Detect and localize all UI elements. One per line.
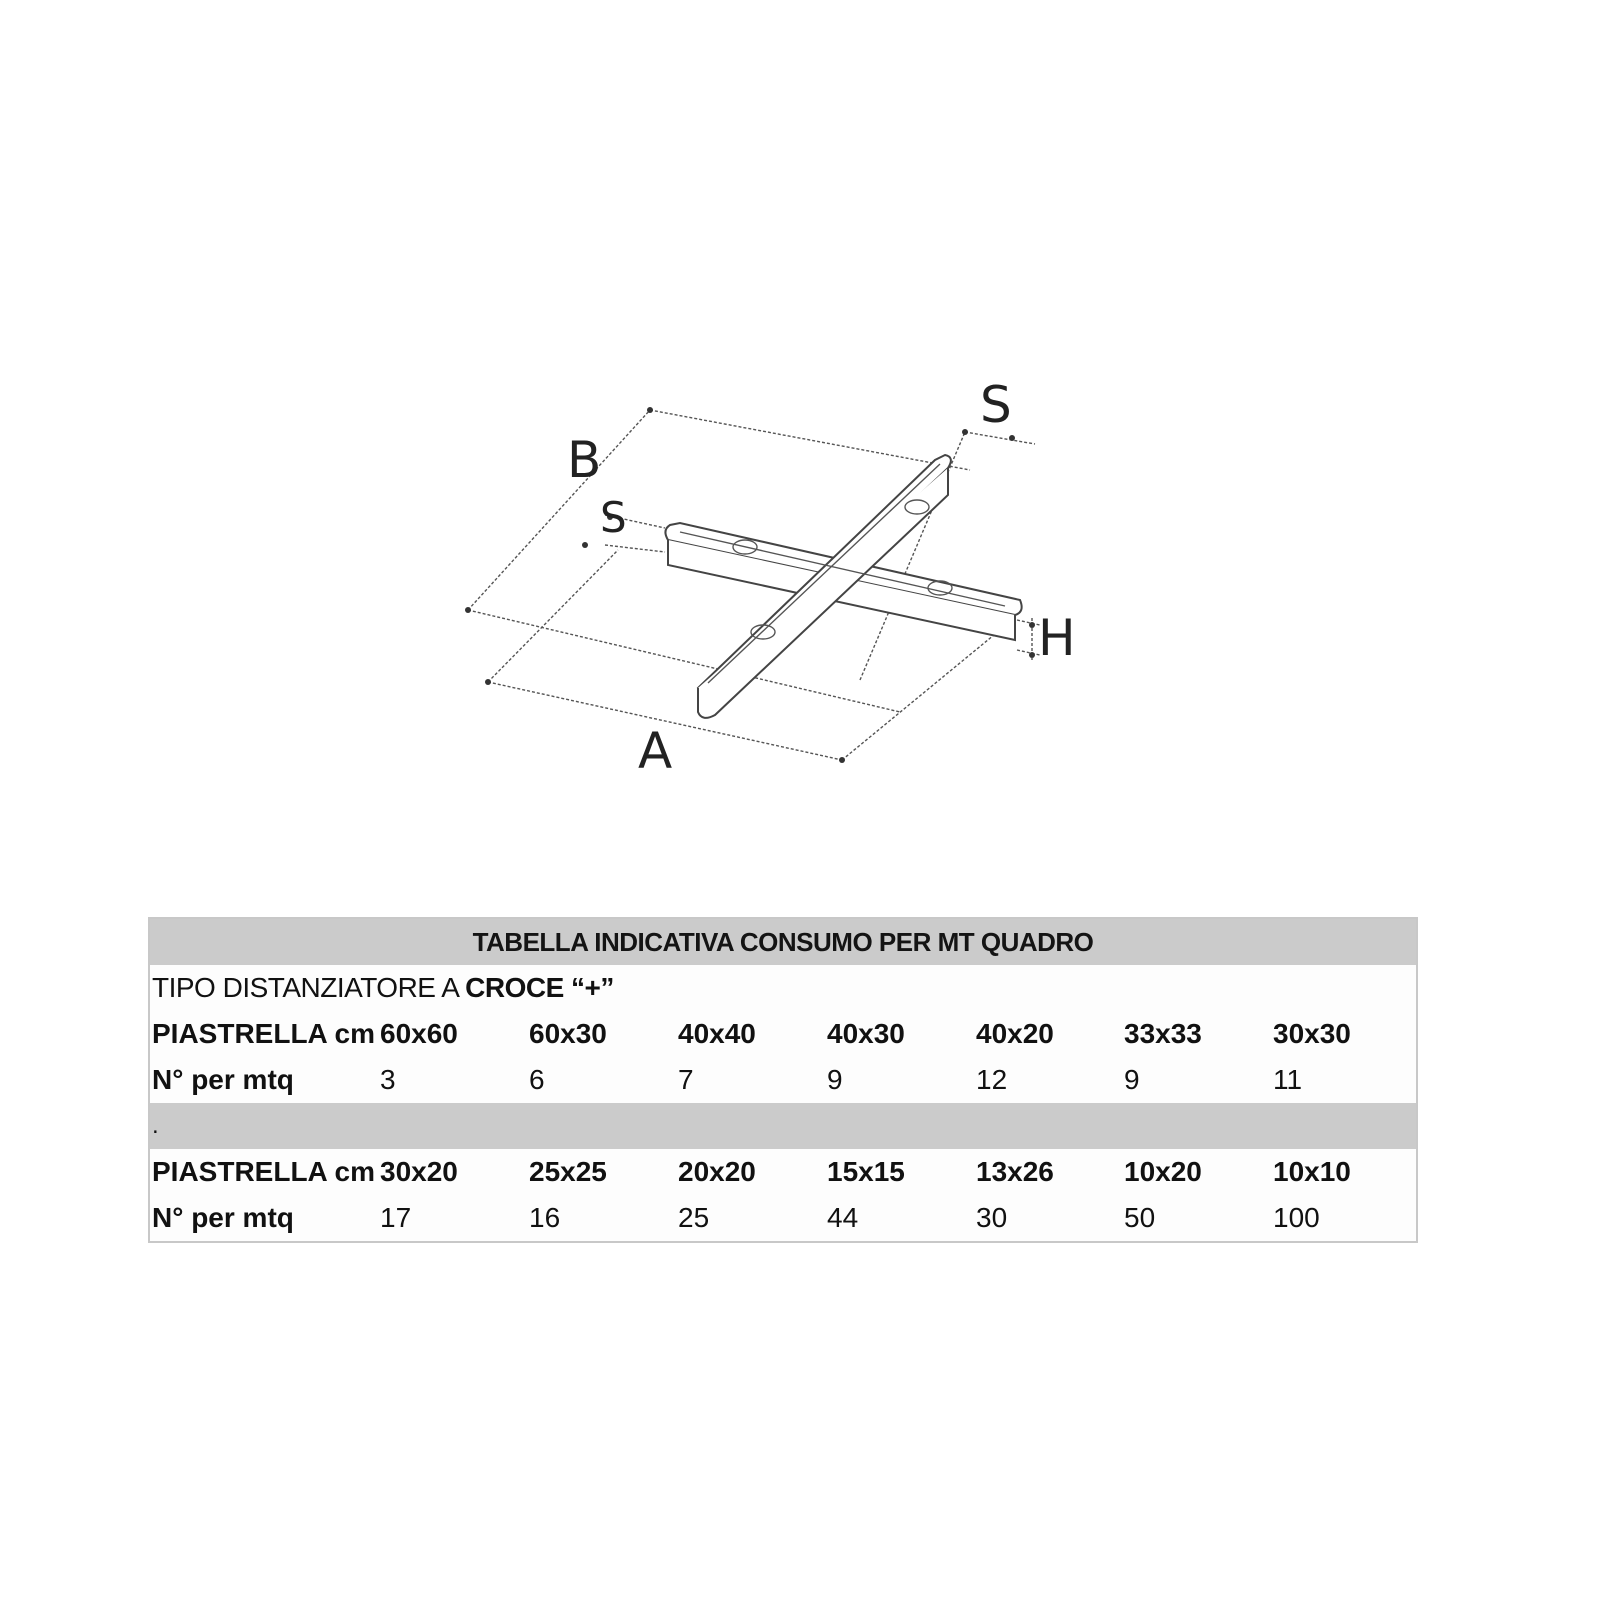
count-cell: 50 [1124,1202,1156,1233]
separator-band [150,1103,1416,1149]
size-row-label: PIASTRELLA cm [152,1018,375,1049]
count-row-group1 [150,1057,1416,1103]
size-cell: 40x20 [976,1018,1054,1049]
table-title: TABELLA INDICATIVA CONSUMO PER MT QUADRO [472,927,1094,957]
dimension-label-s-left: S [600,493,627,542]
count-cell: 9 [827,1064,843,1095]
count-cell: 30 [976,1202,1008,1233]
count-cell: 11 [1273,1064,1303,1095]
size-cell: 13x26 [976,1156,1054,1187]
count-row-label: N° per mtq [152,1064,294,1095]
count-cell: 7 [678,1064,694,1095]
cross-spacer-diagram [440,360,1120,800]
size-cell: 30x20 [380,1156,458,1187]
count-cell: 9 [1124,1064,1140,1095]
spacer-drawing [440,360,1120,800]
count-cell: 44 [827,1202,859,1233]
size-row-group1 [150,1011,1416,1057]
count-row-group2 [150,1195,1416,1241]
size-cell: 60x30 [529,1018,607,1049]
consumption-table [148,917,1418,1243]
size-cell: 10x10 [1273,1156,1351,1187]
size-row-label: PIASTRELLA cm [152,1156,375,1187]
size-row-group2 [150,1149,1416,1195]
dimension-label-h: H [1038,609,1076,667]
count-cell: 12 [976,1064,1008,1095]
count-row-label: N° per mtq [152,1202,294,1233]
count-cell: 100 [1273,1202,1320,1233]
size-cell: 20x20 [678,1156,756,1187]
table-header-band [150,919,1416,965]
dimension-label-b: B [567,431,602,489]
count-cell: 3 [380,1064,396,1095]
dimension-label-s-right: S [980,376,1012,434]
count-cell: 17 [380,1202,412,1233]
count-cell: 16 [529,1202,561,1233]
size-cell: 30x30 [1273,1018,1351,1049]
size-cell: 25x25 [529,1156,607,1187]
size-cell: 40x30 [827,1018,905,1049]
count-cell: 6 [529,1064,545,1095]
size-cell: 40x40 [678,1018,756,1049]
size-cell: 33x33 [1124,1018,1202,1049]
size-cell: 10x20 [1124,1156,1202,1187]
size-cell: 60x60 [380,1018,458,1049]
spacer-type-row [150,965,1416,1011]
count-cell: 25 [678,1202,710,1233]
size-cell: 15x15 [827,1156,905,1187]
dimension-label-a: A [638,722,673,780]
spacer-type-prefix: TIPO DISTANZIATORE A [152,972,466,1003]
spacer-type-value: CROCE “+” [465,972,614,1003]
separator-dot: . [152,1112,159,1139]
